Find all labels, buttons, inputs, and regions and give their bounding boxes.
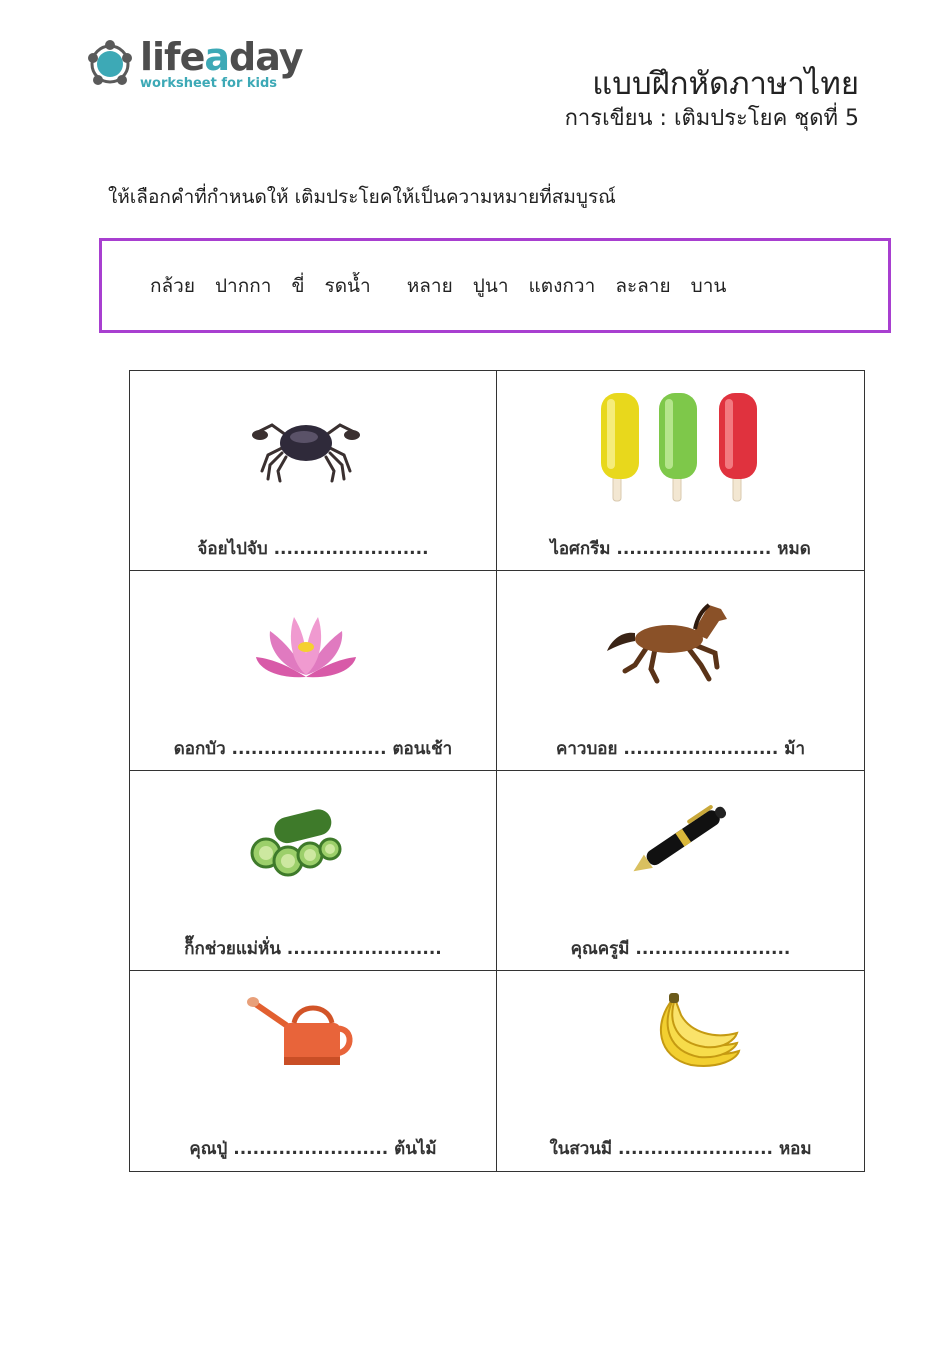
page-subtitle: การเขียน : เติมประโยค ชุดที่ 5 [564,106,859,131]
page-title: แบบฝึกหัดภาษาไทย [592,66,859,102]
logo-tagline: worksheet for kids [140,76,278,91]
watering-can-icon [246,995,356,1069]
word-bank-item: กล้วย [150,275,195,297]
sentence-text: ก็๊กช่วยแม่หั่น ........................ [184,939,442,959]
sentence-text: คุณครูมี ........................ [570,939,791,959]
logo-wordmark: lifeaday [140,35,303,79]
word-bank-box [99,238,891,333]
instruction-text: ให้เลือกคำที่กำหนดให้ เติมประโยคให้เป็นความหมายที่สมบูรณ์ [108,186,616,208]
exercise-cell [130,771,497,971]
exercise-grid [129,370,865,1172]
horse-icon [605,595,735,685]
exercise-cell [130,971,497,1171]
sentence-text: ไอศกรีม ........................ หมด [550,539,811,559]
molecule-logo-icon [84,38,136,90]
word-bank-item: แตงกวา [528,275,596,297]
word-bank-item: ปูนา [472,275,509,297]
sentence-text: จ้อยไปจับ ........................ [197,539,429,559]
exercise-cell [130,571,497,771]
exercise-cell [130,371,497,571]
exercise-cell [497,571,864,771]
sentence-text: ในสวนมี ........................ หอม [549,1139,812,1159]
popsicle-icon [599,391,769,503]
exercise-cell [497,771,864,971]
crab-icon [246,403,366,483]
banana-icon [643,993,743,1073]
word-bank-item: ละลาย [615,275,671,297]
sentence-text: คุณปู่ ........................ ต้นไม้ [189,1139,437,1159]
cucumber-icon [244,809,354,881]
logo [84,35,303,98]
word-bank-item: ปากกา [215,275,272,297]
word-bank-item: บาน [690,275,727,297]
word-bank-item: รดน้ำ [324,275,371,297]
sentence-text: ดอกบัว ........................ ตอนเช้า [173,739,453,759]
lotus-icon [254,611,358,681]
word-bank-item: หลาย [406,275,453,297]
pen-icon [619,793,743,883]
word-bank-item: ขี่ [291,275,305,297]
exercise-cell [497,971,864,1171]
exercise-cell [497,371,864,571]
word-bank [150,271,740,301]
sentence-text: คาวบอย ........................ ม้า [555,739,805,759]
